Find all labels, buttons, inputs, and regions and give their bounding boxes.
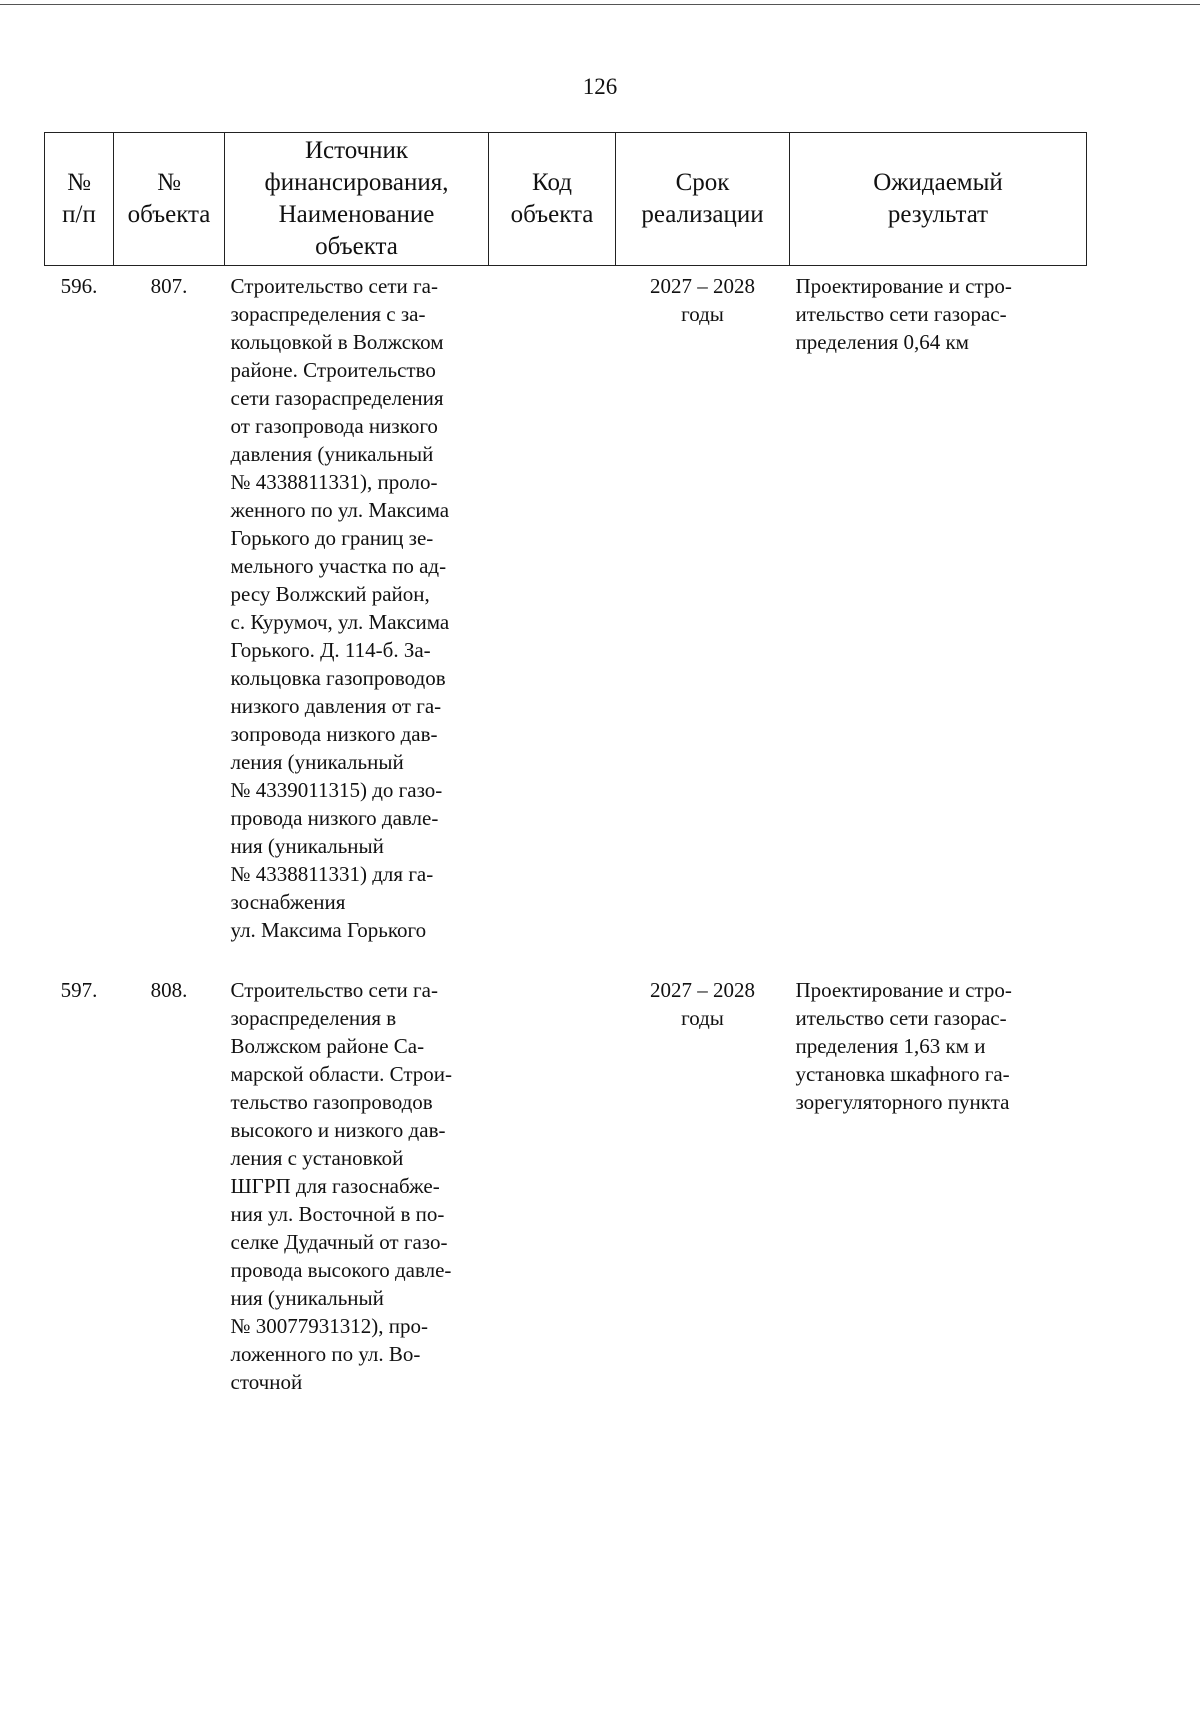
cell-implementation-term: 2027 – 2028 годы <box>650 978 755 1030</box>
header-pp: № п/п <box>45 133 114 266</box>
cell-pp: 597. <box>60 978 98 1002</box>
table-row <box>45 966 1087 1396</box>
cell-object-name: Строительство сети га- зораспределения в Волжском районе Са- марской области. Строи- тельство газопроводов высокого и низкого дав- ления с установкой ШГРП для газоснабже- ния ул. Восточной в по- селке Дудачный от газо- провода высокого давле- ния (уникальный № 30077931312), про- ложенного по ул. Во- сточной <box>230 978 453 1394</box>
cell-pp: 596. <box>60 274 98 298</box>
cell-expected-result: Проектирование и стро- ительство сети газорас- пределения 1,63 км и установка шкафного га- зорегуляторного пункта <box>795 978 1012 1114</box>
cell-object-code <box>489 966 616 1396</box>
table-header-row <box>45 133 1087 266</box>
cell-object-name: Строительство сети га- зораспределения с за- кольцовкой в Волжском районе. Строительство сети газораспределения от газопровода низкого давления (уникальный № 4338811331), проло- женного по ул. Максима Горького до границ зе- мельного участка по ад- ресу Волжский район, с. Курумоч, ул. Максима Горького. Д. 114-б. За- кольцовка газопроводов низкого давления от га- зопровода низкого дав- ления (уникальный № 4339011315) до газо- провода низкого давле- ния (уникальный № 4338811331) для га- зоснабжения ул. Максима Горького <box>230 274 450 942</box>
header-object-number: № объекта <box>114 133 225 266</box>
header-expected-result: Ожидаемый результат <box>790 133 1087 266</box>
header-financing-source-name: Источник финансирования, Наименование объекта <box>225 133 489 266</box>
table-row <box>45 266 1087 967</box>
header-object-code: Код объекта <box>489 133 616 266</box>
header-implementation-term: Срок реализации <box>616 133 790 266</box>
cell-expected-result: Проектирование и стро- ительство сети газорас- пределения 0,64 км <box>795 274 1012 354</box>
cell-implementation-term: 2027 – 2028 годы <box>650 274 755 326</box>
projects-table <box>44 132 1087 1396</box>
top-rule <box>0 4 1200 5</box>
cell-object-code <box>489 266 616 967</box>
cell-object-number: 808. <box>150 978 188 1002</box>
cell-object-number: 807. <box>150 274 188 298</box>
page-number: 126 <box>582 74 618 99</box>
